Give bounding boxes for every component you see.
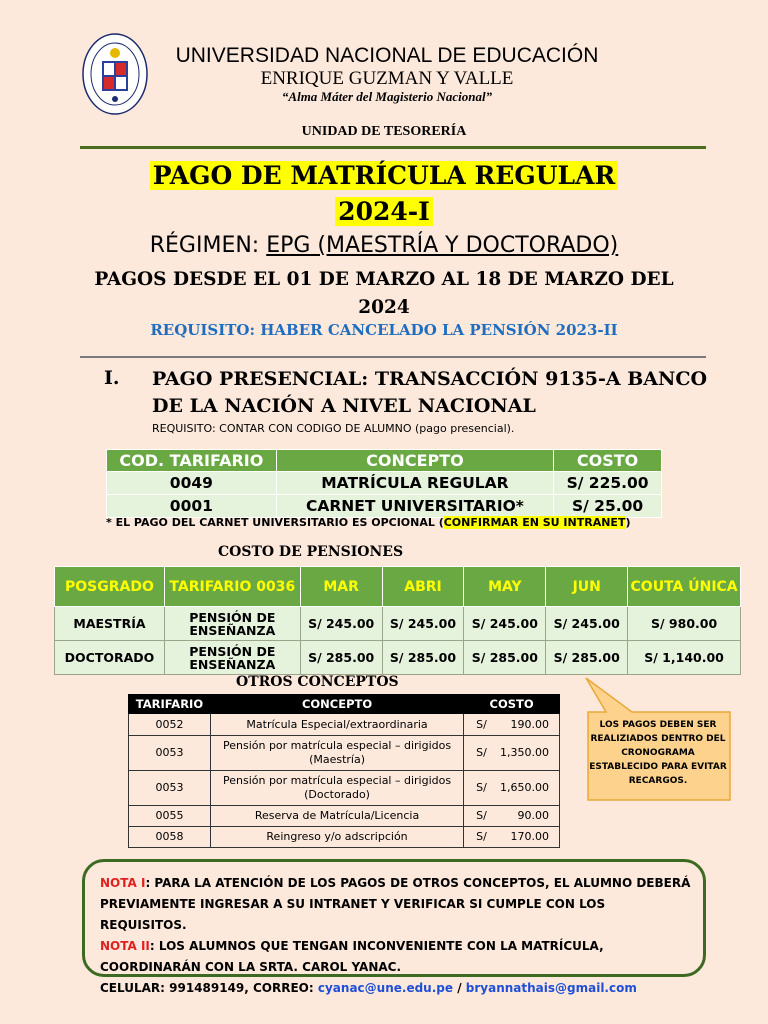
university-name: UNIVERSIDAD NACIONAL DE EDUCACIÓN [175, 44, 599, 67]
column-header: CONCEPTO [276, 450, 553, 472]
divider [80, 146, 706, 149]
nota2-text: : LOS ALUMNOS QUE TENGAN INCONVENIENTE CON LA MATRÍCULA, COORDINARÁN CON LA SRTA. CAROL YANAC. [100, 939, 604, 974]
otros-conceptos-table [128, 694, 560, 848]
cost: S/ 90.00 [464, 806, 560, 827]
notes-text: NOTA I: PARA LA ATENCIÓN DE LOS PAGOS DE OTROS CONCEPTOS, EL ALUMNO DEBERÁ PREVIAMENTE INGRESAR A SU INTRANET Y VERIFICAR SI CUMPLE CON LOS REQUISITOS. NOTA II: LOS ALUMNOS QUE TENGAN INCONVENIENTE CON LA MATRÍCULA, COORDINARÁN CON LA SRTA. CAROL YANAC. CELULAR: 991489149, CORREO: cyanac@une.edu.pe / bryannathais@gmail.com [100, 876, 691, 995]
payment-requirement: REQUISITO: HABER CANCELADO LA PENSIÓN 2023-II [150, 321, 618, 339]
carnet-footnote: * EL PAGO DEL CARNET UNIVERSITARIO ES OPCIONAL (CONFIRMAR EN SU INTRANET) [106, 516, 631, 529]
column-header: COSTO [464, 695, 560, 714]
table-row [129, 806, 560, 827]
column-header: COD. TARIFARIO [107, 450, 277, 472]
cost-single: S/ 1,140.00 [628, 641, 741, 675]
cost: S/ 190.00 [464, 714, 560, 736]
program: MAESTRÍA [55, 607, 165, 641]
nota1-label: NOTA I [100, 876, 146, 890]
column-header: MAY [464, 567, 546, 607]
divider [80, 356, 706, 358]
table-row [129, 827, 560, 848]
tariff-code: 0049 [107, 472, 277, 495]
tariff-code: 0001 [107, 495, 277, 518]
cost-jun: S/ 245.00 [546, 607, 628, 641]
column-header: COUTA ÚNICA [628, 567, 741, 607]
cost-single: S/ 980.00 [628, 607, 741, 641]
contact-prefix: CELULAR: 991489149, CORREO: [100, 981, 318, 995]
cost: S/ 25.00 [554, 495, 662, 518]
concept: PENSIÓN DE ENSEÑANZA [164, 641, 300, 675]
column-header: TARIFARIO 0036 [164, 567, 300, 607]
program: DOCTORADO [55, 641, 165, 675]
table-row [107, 472, 662, 495]
regimen-line [0, 232, 768, 260]
email-link-2[interactable]: bryannathais@gmail.com [465, 981, 637, 995]
university-seal-logo [82, 33, 148, 115]
pensiones-table [54, 566, 741, 675]
matricula-table [106, 449, 662, 518]
column-header: COSTO [554, 450, 662, 472]
main-title-line1: PAGO DE MATRÍCULA REGULAR [0, 160, 768, 191]
cost-may: S/ 245.00 [464, 607, 546, 641]
university-name-line2: ENRIQUE GUZMAN Y VALLE [260, 68, 514, 89]
concept: CARNET UNIVERSITARIO* [276, 495, 553, 518]
email-link-1[interactable]: cyanac@une.edu.pe [317, 981, 454, 995]
cost-mar: S/ 285.00 [300, 641, 382, 675]
concept: Reserva de Matrícula/Licencia [210, 806, 463, 827]
cost: S/ 225.00 [554, 472, 662, 495]
main-title-line2: 2024-I [0, 196, 768, 227]
nota1-text: : PARA LA ATENCIÓN DE LOS PAGOS DE OTROS CONCEPTOS, EL ALUMNO DEBERÁ PREVIAMENTE INGRESAR A SU INTRANET Y VERIFICAR SI CUMPLE CON LOS REQUISITOS. [100, 876, 691, 932]
concept: Pensión por matrícula especial – dirigidos (Doctorado) [210, 771, 463, 806]
section-title: PAGO PRESENCIAL: TRANSACCIÓN 9135-A BANCO DE LA NACIÓN A NIVEL NACIONAL [152, 368, 708, 417]
callout-text: LOS PAGOS DEBEN SER REALIZIADOS DENTRO DEL CRONOGRAMA ESTABLECIDO PARA EVITAR RECARGOS. [589, 720, 727, 786]
nota2-label: NOTA II [100, 939, 150, 953]
university-motto: “Alma Máter del Magisterio Nacional” [281, 89, 493, 104]
tariff-code: 0053 [129, 771, 211, 806]
column-header: CONCEPTO [210, 695, 463, 714]
pensiones-title: COSTO DE PENSIONES [218, 544, 404, 560]
table-row [107, 495, 662, 518]
table-row [129, 736, 560, 771]
cost-abr: S/ 245.00 [382, 607, 464, 641]
concept: Reingreso y/o adscripción [210, 827, 463, 848]
cost: S/ 1,350.00 [464, 736, 560, 771]
cost: S/ 170.00 [464, 827, 560, 848]
column-header: JUN [546, 567, 628, 607]
table-row [129, 771, 560, 806]
column-header: ABRI [382, 567, 464, 607]
tariff-code: 0055 [129, 806, 211, 827]
cost-may: S/ 285.00 [464, 641, 546, 675]
cost: S/ 1,650.00 [464, 771, 560, 806]
table-row [55, 641, 741, 675]
regimen-value: EPG (MAESTRÍA Y DOCTORADO) [266, 233, 619, 258]
concept: MATRÍCULA REGULAR [276, 472, 553, 495]
footnote-highlight: CONFIRMAR EN SU INTRANET [443, 516, 626, 529]
unit-title: UNIDAD DE TESORERÍA [301, 124, 467, 139]
column-header: MAR [300, 567, 382, 607]
section-number: I. [104, 367, 120, 389]
table-row [129, 714, 560, 736]
otros-title: OTROS CONCEPTOS [236, 674, 399, 690]
tariff-code: 0052 [129, 714, 211, 736]
concept: PENSIÓN DE ENSEÑANZA [164, 607, 300, 641]
tariff-code: 0058 [129, 827, 211, 848]
regimen-label: RÉGIMEN: [149, 233, 267, 258]
tariff-code: 0053 [129, 736, 211, 771]
section-requirement: REQUISITO: CONTAR CON CODIGO DE ALUMNO (pago presencial). [152, 422, 515, 435]
column-header: POSGRADO [55, 567, 165, 607]
concept: Matrícula Especial/extraordinaria [210, 714, 463, 736]
concept: Pensión por matrícula especial – dirigidos (Maestría) [210, 736, 463, 771]
cost-jun: S/ 285.00 [546, 641, 628, 675]
cost-abr: S/ 285.00 [382, 641, 464, 675]
table-row [55, 607, 741, 641]
cost-mar: S/ 245.00 [300, 607, 382, 641]
payment-dates: PAGOS DESDE EL 01 DE MARZO AL 18 DE MARZO DEL 2024 [94, 269, 674, 318]
column-header: TARIFARIO [129, 695, 211, 714]
